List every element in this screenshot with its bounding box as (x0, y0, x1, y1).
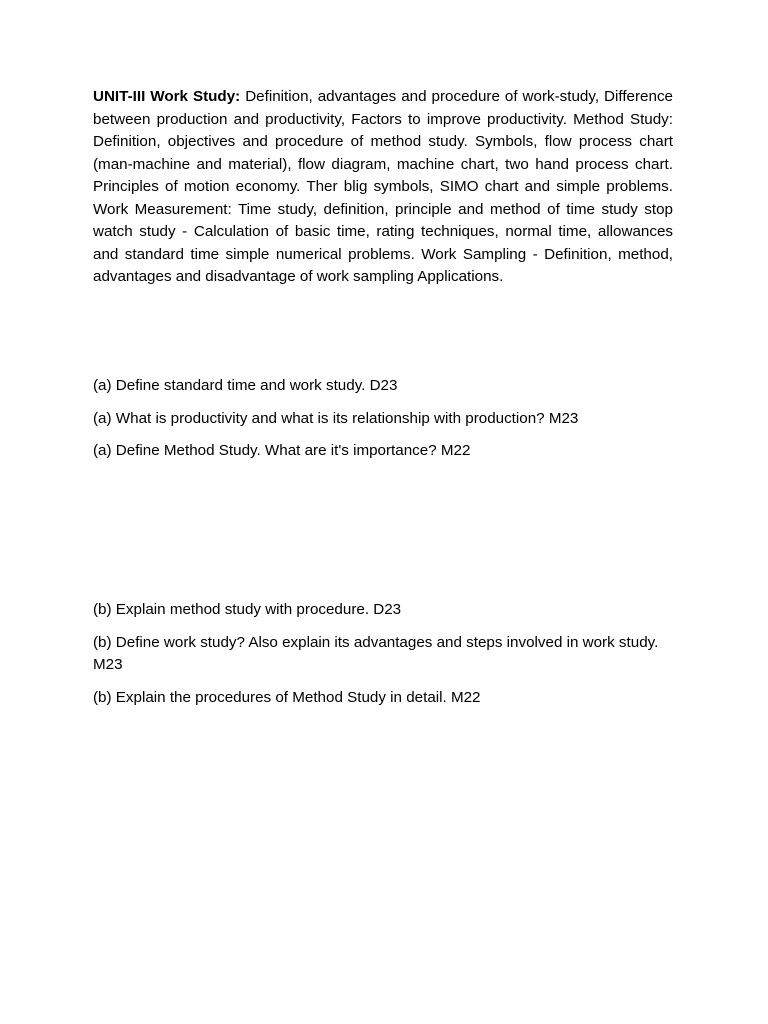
unit-heading: UNIT-III Work Study: (93, 88, 241, 105)
unit-syllabus-text: Definition, advantages and procedure of work-study, Difference between production and productivity, Factors to improve productivity. Method Study: Definition, objectives and procedure of method study. Symbols, flow process chart (man-machine and material), flow diagram, machine chart, two hand process chart. Principles of motion economy. Ther blig symbols, SIMO chart and simple problems. Work Measurement: Time study, definition, principle and method of time study stop watch study - Calculation of basic time, rating techniques, normal time, allowances and standard time simple numerical problems. Work Sampling - Definition, method, advantages and disadvantage of work sampling Applications. (93, 88, 673, 285)
question-b-2: (b) Define work study? Also explain its advantages and steps involved in work study. M23 (93, 633, 659, 673)
question-group-b (93, 599, 673, 719)
question-group-a (93, 375, 673, 473)
question-a-1: (a) Define standard time and work study. D23 (93, 377, 398, 394)
question-b-1: (b) Explain method study with procedure. D23 (93, 601, 402, 618)
question-a-3: (a) Define Method Study. What are it's importance? M22 (93, 442, 471, 459)
unit-syllabus-paragraph (93, 86, 673, 289)
question-a-2: (a) What is productivity and what is its relationship with production? M23 (93, 409, 579, 427)
question-b-3: (b) Explain the procedures of Method Study in detail. M22 (93, 688, 481, 706)
